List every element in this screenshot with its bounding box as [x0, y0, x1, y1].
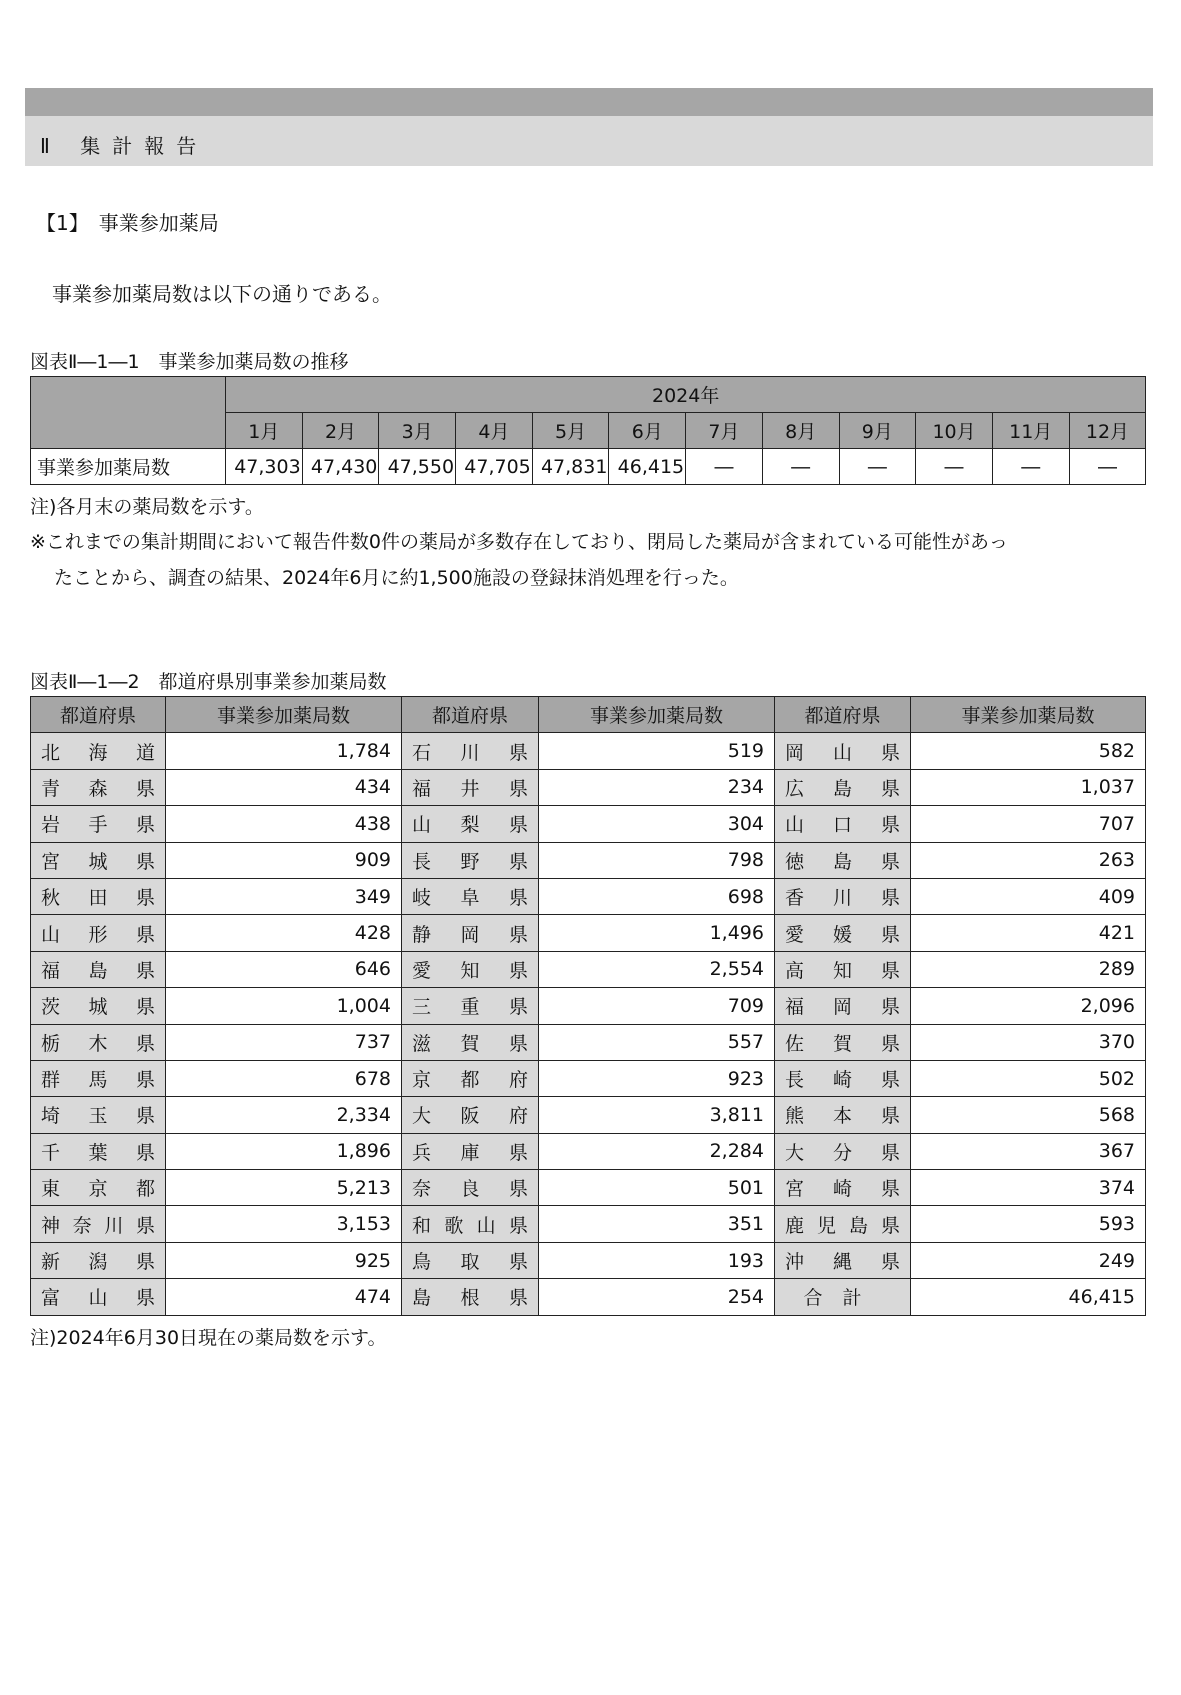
prefecture-name: 熊本県: [775, 1097, 911, 1133]
pharmacy-count: 798: [539, 842, 775, 878]
month-value: ―: [762, 449, 839, 485]
prefecture-name: 宮崎県: [775, 1170, 911, 1206]
pharmacy-count: 1,496: [539, 915, 775, 951]
prefecture-name: 岐阜県: [402, 878, 539, 914]
table-row: [31, 1206, 1146, 1242]
pharmacy-count: 421: [911, 915, 1146, 951]
prefecture-name: 山口県: [775, 806, 911, 842]
pharmacy-count: 582: [911, 733, 1146, 769]
pharmacy-count: 1,037: [911, 769, 1146, 805]
month-value: ―: [992, 449, 1069, 485]
pharmacy-count: 428: [166, 915, 402, 951]
pharmacy-count: 557: [539, 1024, 775, 1060]
table-row: [31, 1133, 1146, 1169]
pharmacy-count: 370: [911, 1024, 1146, 1060]
table-row: [31, 769, 1146, 805]
pharmacy-count: 438: [166, 806, 402, 842]
prefecture-header: 都道府県: [31, 697, 166, 733]
prefecture-name: 兵庫県: [402, 1133, 539, 1169]
monthly-pharmacy-table: [30, 376, 1146, 485]
pharmacy-count: 351: [539, 1206, 775, 1242]
pharmacy-count: 474: [166, 1279, 402, 1315]
pharmacy-count: 2,284: [539, 1133, 775, 1169]
prefecture-name: 神奈川県: [31, 1206, 166, 1242]
prefecture-name: 沖縄県: [775, 1242, 911, 1278]
prefecture-name: 宮城県: [31, 842, 166, 878]
pharmacy-count: 698: [539, 878, 775, 914]
prefecture-name: 岡山県: [775, 733, 911, 769]
pharmacy-count: 519: [539, 733, 775, 769]
month-value: 46,415: [609, 449, 686, 485]
table2-note: 注)2024年6月30日現在の薬局数を示す。: [30, 1327, 387, 1349]
prefecture-name: 高知県: [775, 951, 911, 987]
table-row: [31, 842, 1146, 878]
prefecture-name: 富山県: [31, 1279, 166, 1315]
pharmacy-count: 289: [911, 951, 1146, 987]
pharmacy-count: 923: [539, 1060, 775, 1096]
prefecture-name: 佐賀県: [775, 1024, 911, 1060]
pharmacy-count: 349: [166, 878, 402, 914]
pharmacy-count: 254: [539, 1279, 775, 1315]
total-value: 46,415: [911, 1279, 1146, 1315]
table-row: [31, 988, 1146, 1024]
table-row: [31, 915, 1146, 951]
prefecture-name: 島根県: [402, 1279, 539, 1315]
month-value: ―: [916, 449, 993, 485]
month-header: 12月: [1069, 413, 1146, 449]
prefecture-name: 福島県: [31, 951, 166, 987]
prefecture-name: 青森県: [31, 769, 166, 805]
prefecture-name: 山形県: [31, 915, 166, 951]
pharmacy-count: 1,784: [166, 733, 402, 769]
section-title: Ⅱ 集計報告: [40, 134, 209, 158]
pharmacy-count: 374: [911, 1170, 1146, 1206]
pharmacy-count: 263: [911, 842, 1146, 878]
month-value: ―: [686, 449, 763, 485]
pharmacy-count: 367: [911, 1133, 1146, 1169]
prefecture-name: 北海道: [31, 733, 166, 769]
prefecture-name: 和歌山県: [402, 1206, 539, 1242]
row-label: 事業参加薬局数: [31, 449, 226, 485]
month-value: ―: [839, 449, 916, 485]
prefecture-name: 愛媛県: [775, 915, 911, 951]
pharmacy-count: 2,554: [539, 951, 775, 987]
total-label: 合計: [775, 1279, 911, 1315]
table-row: [31, 733, 1146, 769]
table-row: [31, 1242, 1146, 1278]
table1-note: 注)各月末の薬局数を示す。: [30, 496, 264, 518]
prefecture-name: 奈良県: [402, 1170, 539, 1206]
prefecture-name: 徳島県: [775, 842, 911, 878]
month-value: 47,831: [532, 449, 609, 485]
prefecture-pharmacy-table: [30, 696, 1146, 1316]
prefecture-name: 新潟県: [31, 1242, 166, 1278]
table-row: [31, 951, 1146, 987]
year-header: 2024年: [226, 377, 1146, 413]
table-row: [31, 1097, 1146, 1133]
month-value: ―: [1069, 449, 1146, 485]
prefecture-header: 都道府県: [775, 697, 911, 733]
prefecture-name: 福井県: [402, 769, 539, 805]
month-header: 3月: [379, 413, 456, 449]
count-header: 事業参加薬局数: [911, 697, 1146, 733]
prefecture-name: 石川県: [402, 733, 539, 769]
prefecture-name: 香川県: [775, 878, 911, 914]
count-header: 事業参加薬局数: [166, 697, 402, 733]
pharmacy-count: 678: [166, 1060, 402, 1096]
table1-caption: 図表Ⅱ―1―1 事業参加薬局数の推移: [30, 351, 349, 373]
month-value: 47,303: [226, 449, 303, 485]
table-row: [31, 1060, 1146, 1096]
prefecture-name: 滋賀県: [402, 1024, 539, 1060]
pharmacy-count: 3,153: [166, 1206, 402, 1242]
prefecture-name: 広島県: [775, 769, 911, 805]
month-header: 4月: [456, 413, 533, 449]
prefecture-name: 茨城県: [31, 988, 166, 1024]
prefecture-name: 岩手県: [31, 806, 166, 842]
pharmacy-count: 737: [166, 1024, 402, 1060]
month-value: 47,705: [456, 449, 533, 485]
prefecture-name: 長崎県: [775, 1060, 911, 1096]
table1-remark: ※これまでの集計期間において報告件数0件の薬局が多数存在しており、閉局した薬局が含まれている可能性があっ: [30, 531, 1008, 553]
prefecture-name: 静岡県: [402, 915, 539, 951]
prefecture-name: 秋田県: [31, 878, 166, 914]
intro-text: 事業参加薬局数は以下の通りである。: [52, 282, 392, 306]
table-row: [31, 1024, 1146, 1060]
pharmacy-count: 1,896: [166, 1133, 402, 1169]
pharmacy-count: 5,213: [166, 1170, 402, 1206]
month-header: 9月: [839, 413, 916, 449]
prefecture-name: 東京都: [31, 1170, 166, 1206]
prefecture-name: 栃木県: [31, 1024, 166, 1060]
pharmacy-count: 593: [911, 1206, 1146, 1242]
month-header: 10月: [916, 413, 993, 449]
prefecture-header: 都道府県: [402, 697, 539, 733]
prefecture-name: 長野県: [402, 842, 539, 878]
pharmacy-count: 2,096: [911, 988, 1146, 1024]
pharmacy-count: 707: [911, 806, 1146, 842]
table-row: [31, 878, 1146, 914]
pharmacy-count: 709: [539, 988, 775, 1024]
month-header: 5月: [532, 413, 609, 449]
month-header: 6月: [609, 413, 686, 449]
sub-heading: 【1】 事業参加薬局: [36, 211, 219, 235]
month-value: 47,430: [302, 449, 379, 485]
pharmacy-count: 409: [911, 878, 1146, 914]
table-row: [31, 806, 1146, 842]
pharmacy-count: 434: [166, 769, 402, 805]
prefecture-name: 山梨県: [402, 806, 539, 842]
month-header: 11月: [992, 413, 1069, 449]
corner-cell: [31, 377, 226, 449]
pharmacy-count: 646: [166, 951, 402, 987]
prefecture-name: 大分県: [775, 1133, 911, 1169]
pharmacy-count: 925: [166, 1242, 402, 1278]
pharmacy-count: 501: [539, 1170, 775, 1206]
prefecture-name: 鳥取県: [402, 1242, 539, 1278]
prefecture-name: 群馬県: [31, 1060, 166, 1096]
pharmacy-count: 234: [539, 769, 775, 805]
section-bar: [25, 88, 1153, 116]
month-header: 2月: [302, 413, 379, 449]
pharmacy-count: 2,334: [166, 1097, 402, 1133]
pharmacy-count: 193: [539, 1242, 775, 1278]
table-row: [31, 1170, 1146, 1206]
pharmacy-count: 909: [166, 842, 402, 878]
pharmacy-count: 3,811: [539, 1097, 775, 1133]
prefecture-name: 三重県: [402, 988, 539, 1024]
month-header: 8月: [762, 413, 839, 449]
pharmacy-count: 502: [911, 1060, 1146, 1096]
prefecture-name: 愛知県: [402, 951, 539, 987]
month-value: 47,550: [379, 449, 456, 485]
table1-remark-cont: たことから、調査の結果、2024年6月に約1,500施設の登録抹消処理を行った。: [54, 567, 739, 589]
pharmacy-count: 304: [539, 806, 775, 842]
prefecture-name: 大阪府: [402, 1097, 539, 1133]
count-header: 事業参加薬局数: [539, 697, 775, 733]
prefecture-name: 鹿児島県: [775, 1206, 911, 1242]
month-header: 1月: [226, 413, 303, 449]
prefecture-name: 福岡県: [775, 988, 911, 1024]
pharmacy-count: 249: [911, 1242, 1146, 1278]
pharmacy-count: 1,004: [166, 988, 402, 1024]
prefecture-name: 千葉県: [31, 1133, 166, 1169]
table2-caption: 図表Ⅱ―1―2 都道府県別事業参加薬局数: [30, 671, 387, 693]
pharmacy-count: 568: [911, 1097, 1146, 1133]
prefecture-name: 京都府: [402, 1060, 539, 1096]
month-header: 7月: [686, 413, 763, 449]
table-row: [31, 1279, 1146, 1315]
prefecture-name: 埼玉県: [31, 1097, 166, 1133]
